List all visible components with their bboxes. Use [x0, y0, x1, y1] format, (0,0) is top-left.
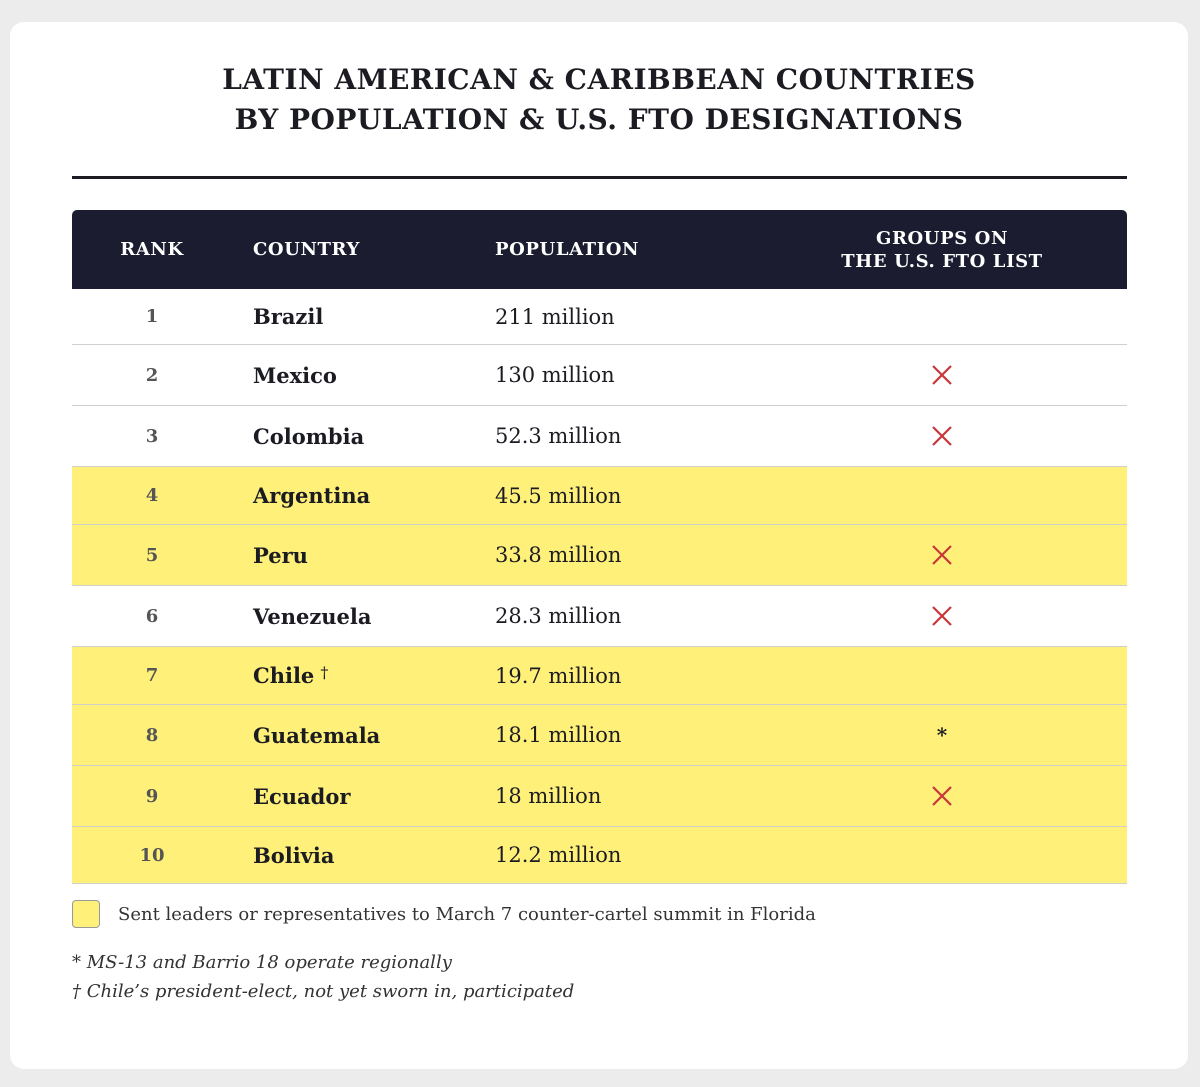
- fto-cell: [812, 586, 1072, 646]
- country-name: Mexico: [253, 362, 337, 388]
- header-fto-line-1: GROUPS ON: [875, 227, 1009, 249]
- table-row: [72, 525, 1127, 586]
- rank-cell: 2: [145, 364, 159, 386]
- header-fto-line-2: THE U.S. FTO LIST: [841, 250, 1043, 272]
- legend-text: Sent leaders or representatives to March 7 counter-cartel summit in Florida: [118, 903, 816, 925]
- x-mark-icon: [931, 605, 953, 627]
- country-cell: [253, 705, 380, 765]
- fto-cell: [812, 467, 1072, 524]
- legend-swatch: [72, 900, 100, 928]
- rank-cell: 8: [145, 724, 159, 746]
- fto-cell: [812, 705, 1072, 765]
- population-cell: 18.1 million: [495, 723, 622, 747]
- rank-cell: 3: [145, 425, 159, 447]
- country-cell: [253, 289, 323, 344]
- table-row: [72, 289, 1127, 345]
- population-cell: 33.8 million: [495, 543, 622, 567]
- country-cell: [253, 406, 364, 466]
- population-table: [72, 210, 1127, 884]
- population-cell: 18 million: [495, 784, 602, 808]
- title-line-2: BY POPULATION & U.S. FTO DESIGNATIONS: [234, 103, 964, 136]
- country-name: Ecuador: [253, 783, 351, 809]
- country-cell: [253, 827, 335, 883]
- population-cell: 52.3 million: [495, 424, 622, 448]
- population-cell: 45.5 million: [495, 483, 622, 508]
- country-cell: [253, 345, 337, 405]
- dagger-mark: †: [320, 663, 329, 682]
- title-line-1: LATIN AMERICAN & CARIBBEAN COUNTRIES: [222, 63, 976, 96]
- rank-cell: 10: [139, 844, 165, 866]
- country-cell: [253, 525, 308, 585]
- fto-cell: [812, 766, 1072, 826]
- table-row: [72, 586, 1127, 647]
- x-mark-icon: [931, 364, 953, 386]
- country-cell: [253, 586, 372, 646]
- table-row: [72, 766, 1127, 827]
- fto-cell: [812, 827, 1072, 883]
- population-cell: 211 million: [495, 304, 615, 329]
- header-fto: [812, 210, 1072, 289]
- country-cell: [253, 647, 328, 704]
- legend: [72, 900, 816, 928]
- table-row: [72, 647, 1127, 705]
- fto-cell: [812, 289, 1072, 344]
- footnotes: [72, 948, 574, 1006]
- header-country: COUNTRY: [253, 239, 361, 260]
- country-cell: [253, 766, 350, 826]
- country-name: Guatemala: [253, 722, 381, 748]
- table-row: [72, 467, 1127, 525]
- fto-cell: [812, 525, 1072, 585]
- table-body: [72, 289, 1127, 884]
- country-cell: [253, 467, 370, 524]
- rank-cell: 7: [145, 665, 159, 686]
- header-population: POPULATION: [495, 239, 640, 260]
- fto-cell: [812, 647, 1072, 704]
- fto-cell: [812, 345, 1072, 405]
- table-row: [72, 345, 1127, 406]
- footnote-asterisk: * MS-13 and Barrio 18 operate regionally: [72, 952, 452, 973]
- rank-cell: 5: [145, 544, 159, 566]
- rank-cell: 6: [145, 605, 159, 627]
- chart-title: [0, 60, 1198, 140]
- table-row: [72, 406, 1127, 467]
- country-name: Argentina: [253, 483, 371, 508]
- fto-cell: [812, 406, 1072, 466]
- table-header: [72, 210, 1127, 289]
- x-mark-icon: [931, 785, 953, 807]
- header-rank: RANK: [120, 239, 184, 260]
- rank-cell: 9: [145, 785, 159, 807]
- asterisk-mark: *: [936, 723, 948, 747]
- table-row: [72, 705, 1127, 766]
- country-name: Colombia: [253, 423, 365, 449]
- rank-cell: 1: [145, 306, 159, 327]
- country-name: Chile: [253, 663, 315, 688]
- population-cell: 12.2 million: [495, 843, 622, 867]
- population-cell: 19.7 million: [495, 663, 622, 688]
- population-cell: 28.3 million: [495, 604, 622, 628]
- footnote-dagger: † Chile’s president-elect, not yet sworn in, participated: [72, 981, 575, 1002]
- country-name: Venezuela: [253, 603, 372, 629]
- x-mark-icon: [931, 425, 953, 447]
- country-name: Brazil: [253, 304, 324, 329]
- population-cell: 130 million: [495, 363, 615, 387]
- x-mark-icon: [931, 544, 953, 566]
- title-divider: [72, 176, 1127, 179]
- rank-cell: 4: [145, 485, 159, 506]
- country-name: Bolivia: [253, 842, 335, 868]
- country-name: Peru: [253, 542, 308, 568]
- table-row: [72, 827, 1127, 884]
